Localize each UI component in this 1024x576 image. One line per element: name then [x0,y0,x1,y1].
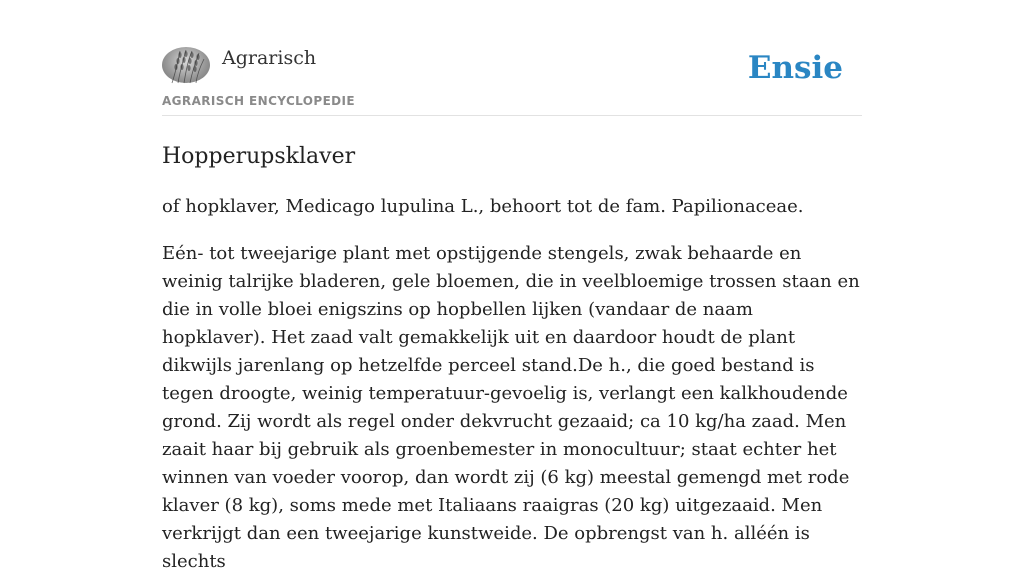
page [162,0,862,576]
wheat-icon [162,47,210,83]
encyclopedia-avatar[interactable] [162,47,210,83]
site-header [162,0,862,116]
article-title: Hopperupsklaver [162,144,356,169]
site-name[interactable]: Agrarisch [222,47,317,69]
article-intro: of hopklaver, Medicago lupulina L., behoort tot de fam. Papilionaceae. [162,196,804,217]
article-body: Eén- tot tweejarige plant met opstijgende stengels, zwak behaarde en weinig talrijke bladeren, gele bloemen, die in veelbloemige trossen staan en die in volle bloei enigszins op hopbellen lijken (vandaar de naam hopklaver). Het zaad valt gemakkelijk uit en daardoor houdt de plant dikwijls jarenlang op hetzelfde perceel stand.De h., die goed bestand is tegen droogte, weinig temperatuur-gevoelig is, verlangt een kalkhoudende grond. Zij wordt als regel onder dekvrucht gezaaid; ca 10 kg/ha zaad. Men zaait haar bij gebruik als groenbemester in monocultuur; staat echter het winnen van voeder voorop, dan wordt zij (6 kg) meestal gemengd met rode klaver (8 kg), soms mede met Italiaans raaigras (20 kg) uitgezaaid. Men verkrijgt dan een tweejarige kunstweide. De opbrengst van h. alléén is slechts [162,243,860,572]
site-subtitle[interactable]: AGRARISCH ENCYCLOPEDIE [162,94,355,108]
ensie-logo[interactable]: Ensie [747,50,843,86]
